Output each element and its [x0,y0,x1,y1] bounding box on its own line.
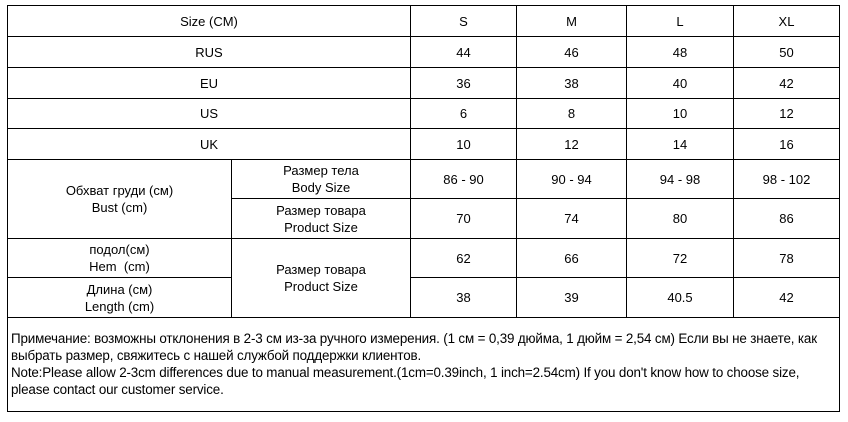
bust-label-en: Bust (cm) [91,200,148,215]
hem-length-size-label [232,239,411,318]
value-cell: 50 [734,37,840,68]
body-size-label-ru: Размер тела [283,163,359,178]
header-row [8,6,840,37]
value-cell: 38 [517,68,627,99]
hem-label [8,239,232,278]
note-cell [8,318,840,412]
value-cell: 14 [627,129,734,160]
body-size-label [232,160,411,199]
length-label [8,278,232,318]
size-s-header: S [411,6,517,37]
size-cm-header: Size (CM) [8,6,411,37]
value-cell: 40.5 [627,278,734,318]
value-cell: 39 [517,278,627,318]
product-size-label-en: Product Size [284,219,358,235]
row-label: EU [8,68,411,99]
value-cell: 12 [734,99,840,129]
value-cell: 44 [411,37,517,68]
value-cell: 38 [411,278,517,318]
length-label-en: Length (cm) [84,298,155,314]
size-chart-table [7,5,840,412]
row-label: US [8,99,411,129]
rus-row [8,37,840,68]
hem-row [8,239,840,278]
bust-body-row [8,160,840,199]
value-cell: 80 [627,199,734,239]
hem-length-size-label-en: Product Size [284,279,358,294]
value-cell: 10 [627,99,734,129]
value-cell: 74 [517,199,627,239]
uk-row [8,129,840,160]
value-cell: 62 [411,239,517,278]
row-label: RUS [8,37,411,68]
body-size-label-en: Body Size [291,180,351,195]
product-size-label-ru: Размер товара [276,202,366,218]
value-cell: 16 [734,129,840,160]
value-cell: 36 [411,68,517,99]
value-cell: 90 - 94 [517,160,627,199]
value-cell: 86 - 90 [411,160,517,199]
eu-row [8,68,840,99]
note-ru: Примечание: возможны отклонения в 2-3 см из-за ручного измерения. (1 см = 0,39 дюйма, 1 дюйм = 2,54 см) Если вы не знаете, как выбрать размер, свяжитесь с нашей службой поддержки клиентов. [11,331,817,363]
bust-label-ru: Обхват груди (см) [65,183,174,198]
us-row [8,99,840,129]
hem-length-size-label-ru: Размер товара [276,262,366,277]
note-row [8,318,840,412]
hem-label-ru: подол(см) [89,242,150,257]
value-cell: 42 [734,68,840,99]
row-label: UK [8,129,411,160]
value-cell: 12 [517,129,627,160]
value-cell: 48 [627,37,734,68]
length-row [8,278,840,318]
value-cell: 94 - 98 [627,160,734,199]
length-label-ru: Длина (см) [86,281,153,297]
size-l-header: L [627,6,734,37]
value-cell: 8 [517,99,627,129]
product-size-label [232,199,411,239]
value-cell: 98 - 102 [734,160,840,199]
bust-label [8,160,232,239]
value-cell: 42 [734,278,840,318]
value-cell: 70 [411,199,517,239]
value-cell: 46 [517,37,627,68]
value-cell: 66 [517,239,627,278]
value-cell: 86 [734,199,840,239]
value-cell: 40 [627,68,734,99]
value-cell: 78 [734,239,840,278]
value-cell: 10 [411,129,517,160]
hem-label-en: Hem (cm) [89,259,150,274]
size-m-header: M [517,6,627,37]
value-cell: 6 [411,99,517,129]
value-cell: 72 [627,239,734,278]
note-en: Note:Please allow 2-3cm differences due to manual measurement.(1cm=0.39inch, 1 inch=2.54cm) If you don't know how to choose size, please contact our customer service. [11,365,800,397]
size-xl-header: XL [734,6,840,37]
